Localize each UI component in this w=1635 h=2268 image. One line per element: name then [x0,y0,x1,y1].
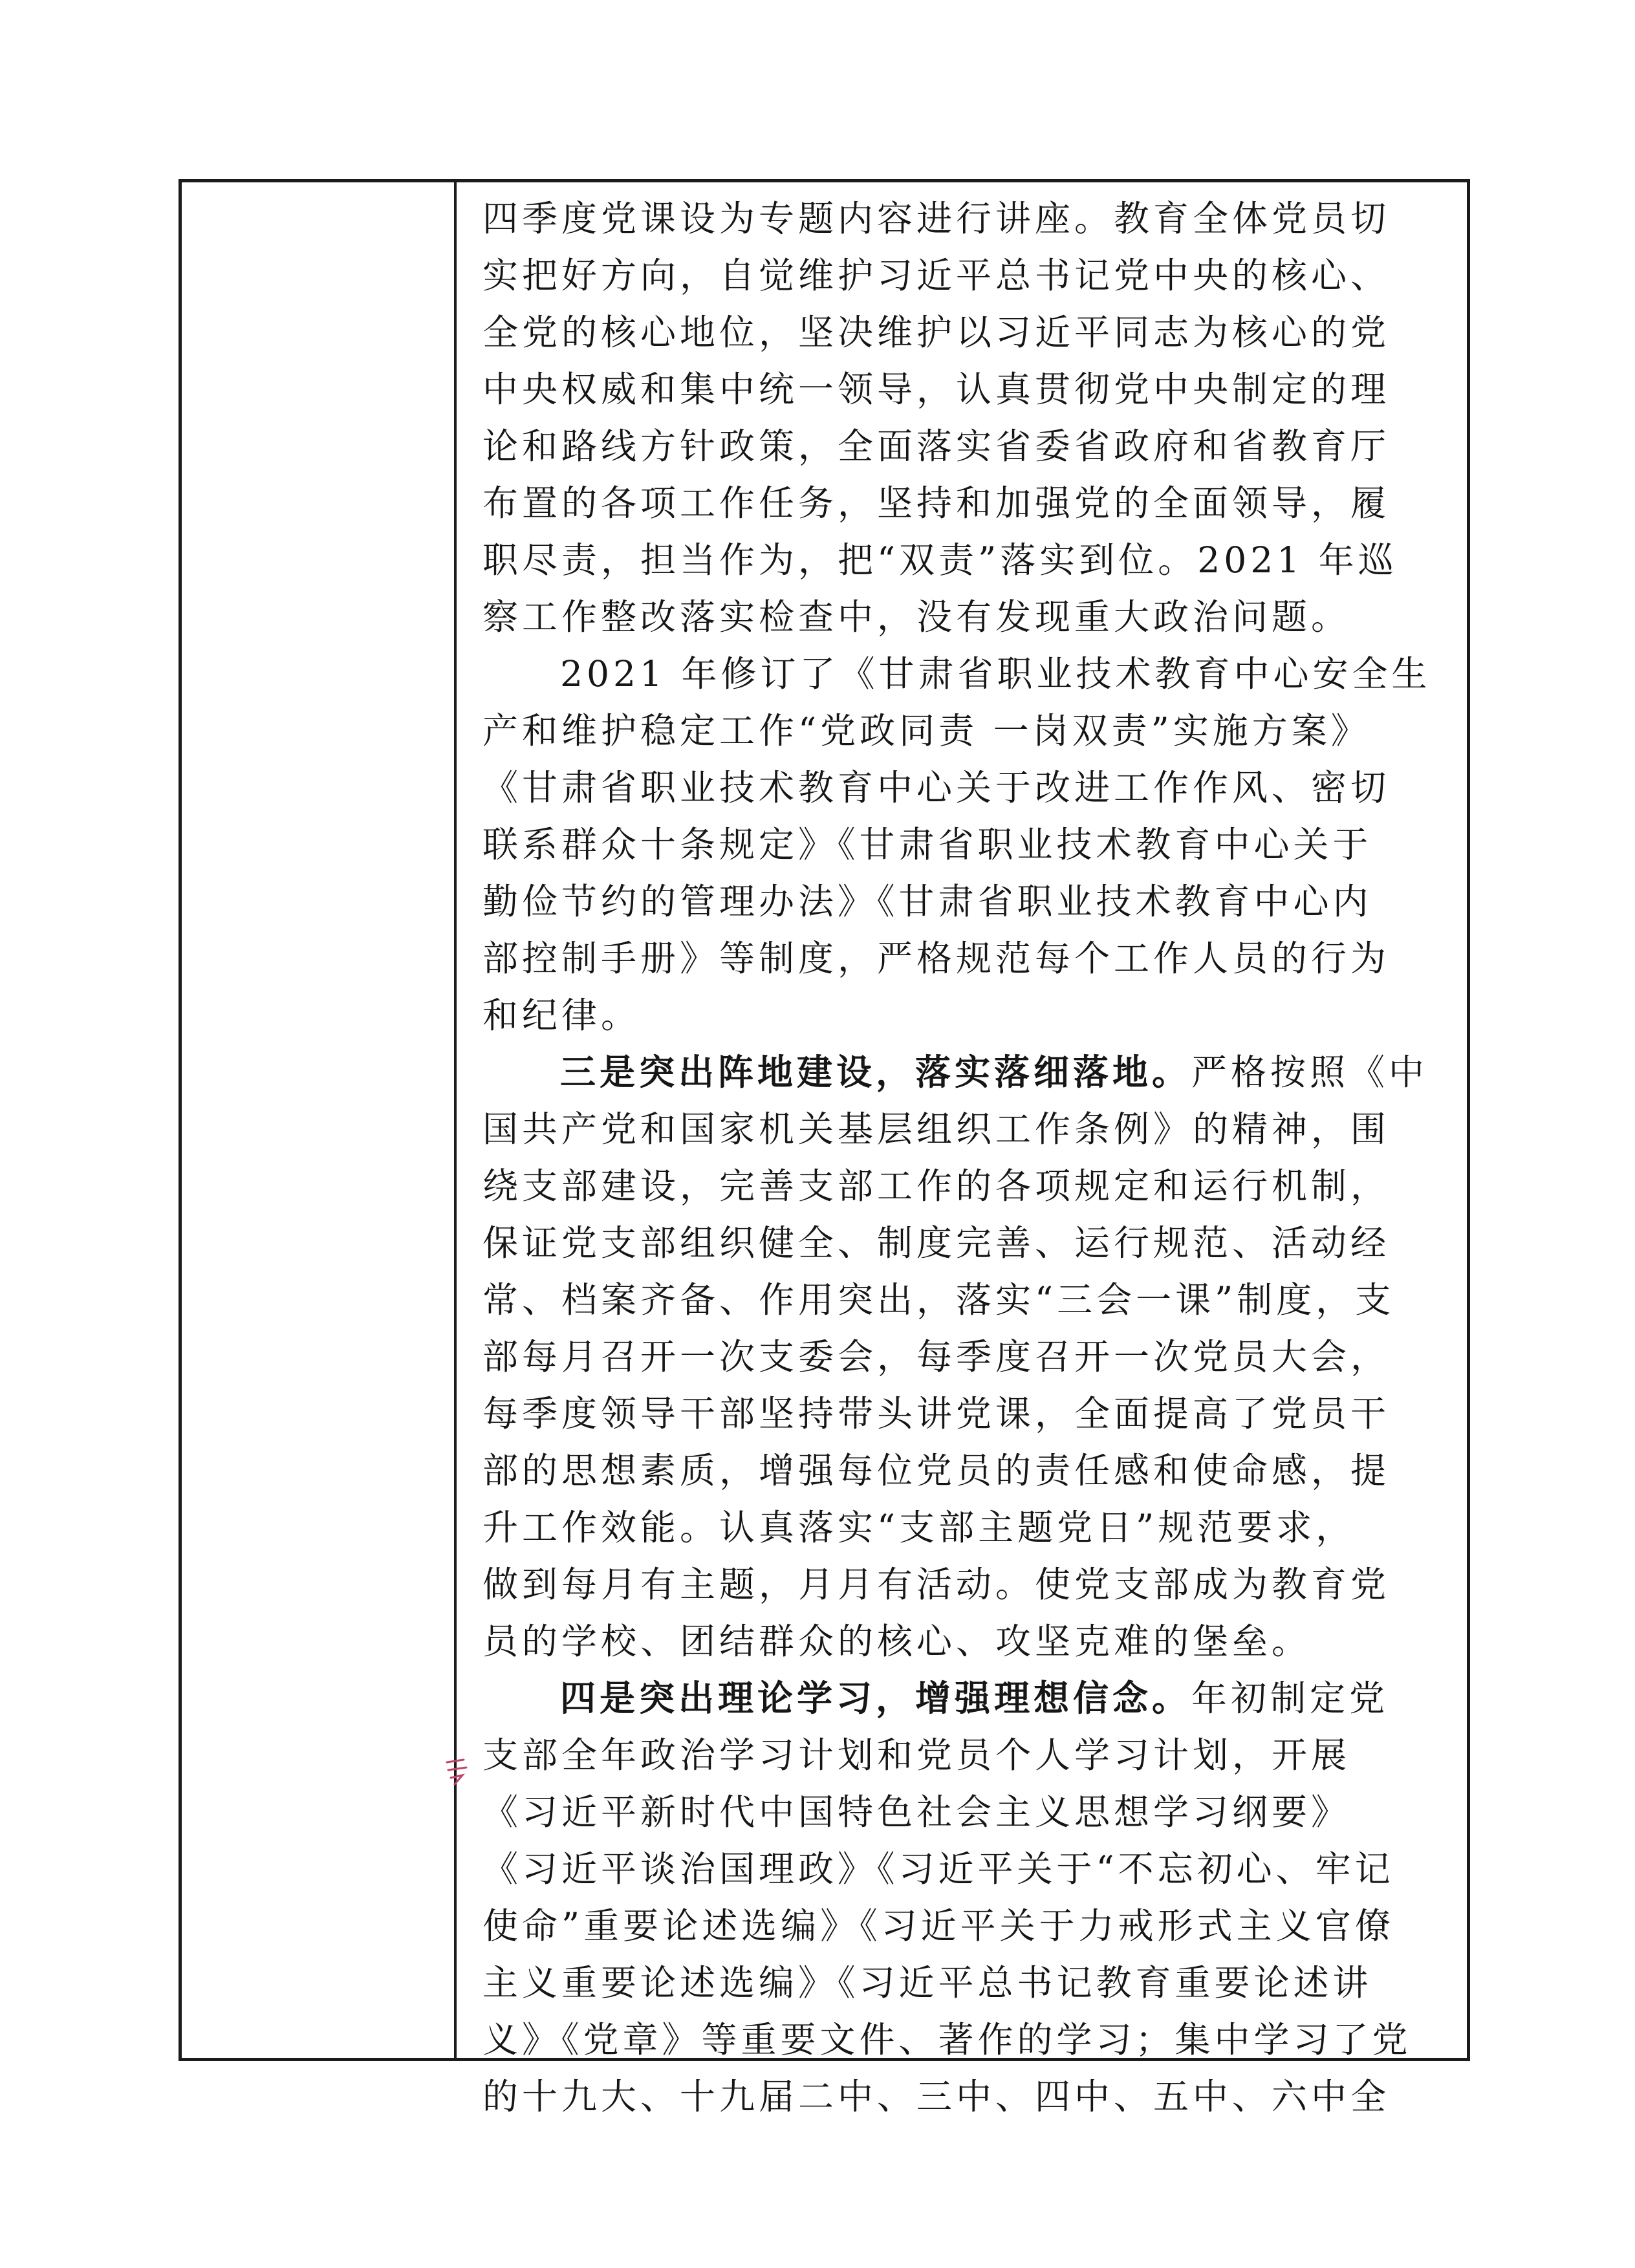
text-line [482,1044,1447,1101]
text-line: 义》《党章》等重要文件、著作的学习；集中学习了党 [482,2019,1412,2060]
text-line: 主义重要论述选编》《习近平总书记教育重要论述讲 [482,1962,1372,2003]
text-line [482,1670,1447,1727]
text-line: 做到每月有主题，月月有活动。使党支部成为教育党 [482,1564,1391,1605]
section-heading: 四是突出理论学习，增强理想信念。 [560,1677,1192,1719]
text-line: 部的思想素质，增强每位党员的责任感和使命感，提 [482,1450,1391,1491]
table-label-column [182,182,457,2058]
text-line: 《甘肃省职业技术教育中心关于改进工作作风、密切 [482,767,1391,808]
paragraph-position-building [482,1044,1447,1670]
text-line: 使命”重要论述选编》《习近平关于力戒形式主义官僚 [482,1905,1394,1947]
text-line: 勤俭节约的管理办法》《甘肃省职业技术教育中心内 [482,881,1372,922]
text-line: 实把好方向，自觉维护习近平总书记党中央的核心、 [482,255,1391,296]
paragraph-theory-study [482,1670,1447,2125]
section-heading: 三是突出阵地建设，落实落细落地。 [560,1051,1192,1093]
text-line: 2021 年修订了《甘肃省职业技术教育中心安全生 [560,653,1431,695]
text-line: 保证党支部组织健全、制度完善、运行规范、活动经 [482,1222,1391,1264]
heading-continuation: 年初制定党 [1191,1678,1389,1719]
paragraph-party-lecture [482,190,1447,645]
text-line: 中央权威和集中统一领导，认真贯彻党中央制定的理 [482,369,1391,410]
document-table [179,179,1470,2117]
text-line: 布置的各项工作任务，坚持和加强党的全面领导，履 [482,482,1391,524]
paragraph-regulations-2021 [482,645,1447,1044]
text-line: 察工作整改落实检查中，没有发现重大政治问题。 [482,596,1351,638]
text-line: 国共产党和国家机关基层组织工作条例》的精神，围 [482,1108,1391,1150]
text-line: 绕支部建设，完善支部工作的各项规定和运行机制， [482,1165,1391,1207]
text-line: 的十九大、十九届二中、三中、四中、五中、六中全 [482,2076,1391,2117]
text-line: 常、档案齐备、作用突出，落实“三会一课”制度，支 [482,1279,1395,1321]
heading-continuation: 严格按照《中 [1191,1052,1429,1093]
text-line: 部控制手册》等制度，严格规范每个工作人员的行为 [482,938,1391,979]
table-content-column [457,182,1467,2117]
text-line: 四季度党课设为专题内容进行讲座。教育全体党员切 [482,198,1391,239]
text-line: 每季度领导干部坚持带头讲党课，全面提高了党员干 [482,1393,1391,1434]
text-line: 部每月召开一次支委会，每季度召开一次党员大会， [482,1336,1391,1377]
text-line: 和纪律。 [482,995,641,1036]
text-line: 升工作效能。认真落实“支部主题党日”规范要求， [482,1507,1356,1548]
text-line: 全党的核心地位，坚决维护以习近平同志为核心的党 [482,312,1391,353]
pen-mark-icon [444,1756,470,1788]
text-line: 《习近平新时代中国特色社会主义思想学习纲要》 [482,1791,1351,1833]
text-line: 支部全年政治学习计划和党员个人学习计划，开展 [482,1734,1351,1776]
text-line: 员的学校、团结群众的核心、攻坚克难的堡垒。 [482,1621,1312,1662]
text-line: 《习近平谈治国理政》《习近平关于“不忘初心、牢记 [482,1848,1394,1890]
text-line: 联系群众十条规定》《甘肃省职业技术教育中心关于 [482,824,1372,865]
text-line: 论和路线方针政策，全面落实省委省政府和省教育厅 [482,426,1391,467]
text-line: 产和维护稳定工作“党政同责 一岗双责”实施方案》 [482,710,1370,751]
text-line: 职尽责，担当作为，把“双责”落实到位。2021 年巡 [482,539,1398,581]
